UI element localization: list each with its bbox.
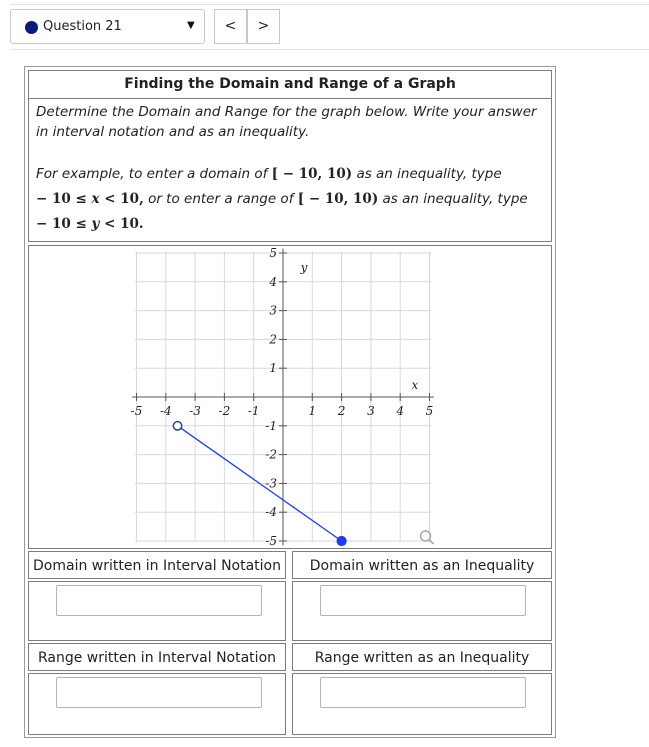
y-tick-label: 2 xyxy=(269,332,277,347)
problem-title: Finding the Domain and Range of a Graph xyxy=(28,70,552,99)
domain-inequality-input[interactable] xyxy=(320,585,526,616)
previous-question-button[interactable]: < xyxy=(214,9,247,44)
y-tick-label: 5 xyxy=(269,246,277,260)
next-question-button[interactable]: > xyxy=(247,9,280,44)
range-inequality-input[interactable] xyxy=(320,677,526,708)
x-tick-label: 3 xyxy=(367,404,375,418)
domain-inequality-label: Domain written as an Inequality xyxy=(292,551,552,579)
problem-container xyxy=(24,66,556,738)
x-axis-label: x xyxy=(411,378,419,392)
domain-interval-cell xyxy=(28,581,286,641)
coordinate-graph xyxy=(29,246,551,548)
example-range-interval: [ − 10, 10) xyxy=(297,191,379,207)
domain-interval-input[interactable] xyxy=(56,585,262,616)
header-divider xyxy=(10,49,649,50)
example-range-inequality: − 10 ≤ y < 10. xyxy=(36,216,144,232)
range-inequality-label: Range written as an Inequality xyxy=(292,643,552,671)
y-tick-label: -1 xyxy=(265,418,277,433)
range-interval-input[interactable] xyxy=(56,677,262,708)
top-divider xyxy=(10,4,649,5)
x-tick-label: 4 xyxy=(396,404,405,418)
question-selector[interactable] xyxy=(10,9,205,44)
question-status-dot-icon xyxy=(25,21,38,34)
y-tick-label: -3 xyxy=(265,476,277,491)
closed-endpoint xyxy=(337,536,346,545)
range-interval-label: Range written in Interval Notation xyxy=(28,643,286,671)
x-tick-label: 1 xyxy=(308,404,317,418)
x-tick-label: -1 xyxy=(247,404,260,418)
question-label: Question 21 xyxy=(43,19,122,34)
example-domain-inequality: − 10 ≤ x < 10, xyxy=(36,191,144,207)
y-tick-label: -2 xyxy=(265,447,277,462)
example-text: For example, to enter a domain of [ − 10, 10) as an inequality, type − 10 ≤ x < 10, or to enter a range of [ − 10, 10) as an inequality, type − 10 ≤ y < 10. xyxy=(36,166,528,232)
range-interval-cell xyxy=(28,673,286,735)
graph-panel xyxy=(28,245,552,549)
x-tick-label: 5 xyxy=(425,404,434,418)
x-tick-label: -3 xyxy=(189,404,201,418)
x-tick-label: -4 xyxy=(159,404,172,418)
y-tick-label: 4 xyxy=(269,274,277,289)
y-tick-label: 3 xyxy=(269,303,277,318)
open-endpoint xyxy=(173,422,181,430)
domain-interval-label: Domain written in Interval Notation xyxy=(28,551,286,579)
problem-instructions xyxy=(28,98,552,242)
instruction-text: Determine the Domain and Range for the graph below. Write your answer in interval notation and as an inequality. xyxy=(36,104,537,140)
domain-inequality-cell xyxy=(292,581,552,641)
x-tick-label: -2 xyxy=(218,404,231,418)
x-tick-label: -5 xyxy=(130,404,143,418)
dropdown-caret-icon: ▼ xyxy=(187,20,195,31)
y-axis-label: y xyxy=(300,260,308,275)
range-inequality-cell xyxy=(292,673,552,735)
y-tick-label: -4 xyxy=(265,505,277,520)
x-tick-label: 2 xyxy=(337,404,346,418)
y-tick-label: -5 xyxy=(265,534,277,548)
y-tick-label: 1 xyxy=(269,361,277,376)
example-domain-interval: [ − 10, 10) xyxy=(271,166,353,182)
